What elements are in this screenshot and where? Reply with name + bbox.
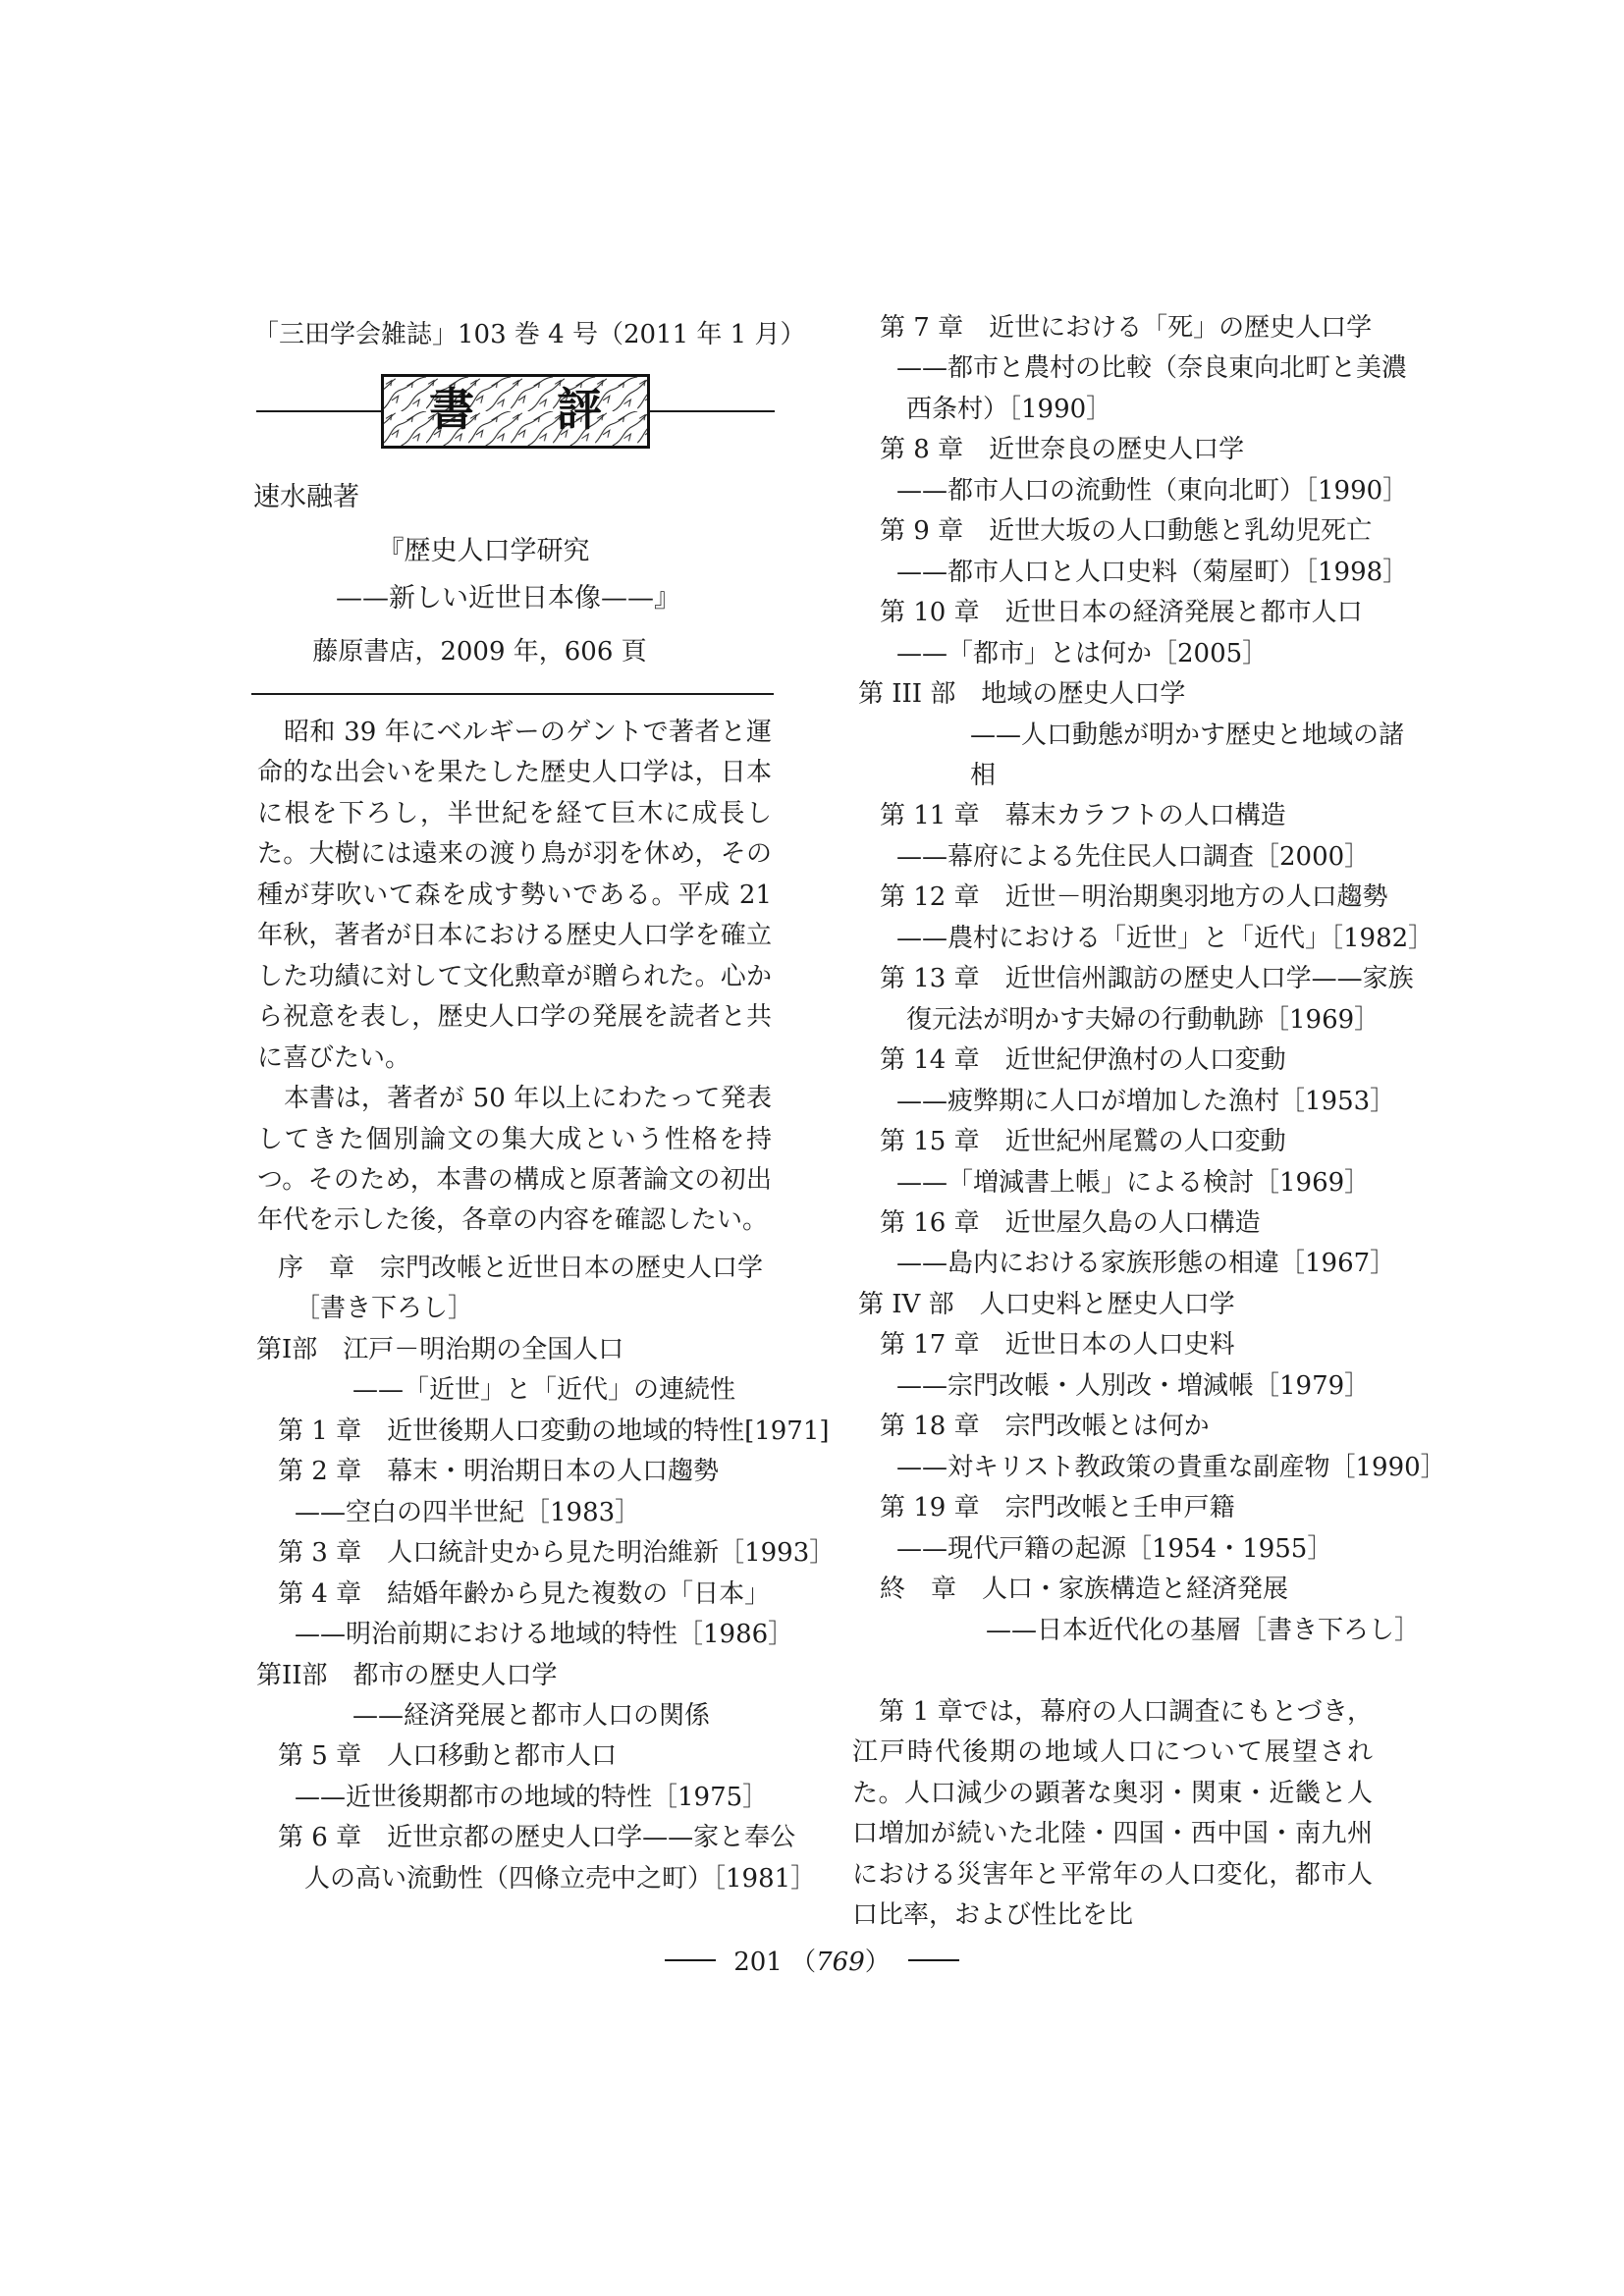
divider-line <box>251 693 774 695</box>
paren-close: ） <box>864 1948 891 1977</box>
toc-line: 第 1 章 近世後期人口変動の地域的特性[1971] <box>278 1415 830 1446</box>
footer-rule-right <box>908 1959 959 1961</box>
toc-line: ［書き下ろし］ <box>295 1294 474 1324</box>
review-body <box>852 1692 1373 1937</box>
toc-line: 第 9 章 近世大坂の人口動態と乳幼児死亡 <box>880 516 1373 547</box>
journal-header: 「三田学会雑誌」103 巻 4 号（2011 年 1 月） <box>253 320 806 349</box>
toc-line: ——明治前期における地域的特性［1986］ <box>295 1620 794 1650</box>
toc-line: 第 2 章 幕末・明治期日本の人口趨勢 <box>278 1457 720 1487</box>
toc-line: ——疲弊期に人口が増加した漁村［1953］ <box>896 1086 1396 1116</box>
toc-column-left <box>250 1249 836 1899</box>
footer-rule-left <box>665 1959 716 1961</box>
shohyo-char-sho: 書 <box>429 383 474 437</box>
toc-line: 相 <box>970 760 997 790</box>
toc-line: 第II部 都市の歴史人口学 <box>256 1660 558 1690</box>
toc-line: 第 7 章 近世における「死」の歴史人口学 <box>880 313 1373 343</box>
toc-line: ——近世後期都市の地域的特性［1975］ <box>295 1782 769 1812</box>
toc-line: 第Ⅰ部 江戸－明治期の全国人口 <box>256 1334 624 1364</box>
toc-column-right <box>852 308 1446 1651</box>
toc-line: ——現代戸籍の起源［1954・1955］ <box>896 1533 1333 1564</box>
toc-line: 第 8 章 近世奈良の歴史人口学 <box>880 435 1245 465</box>
toc-line: ——都市と農村の比較（奈良東向北町と美濃 <box>896 353 1408 384</box>
toc-line: 第 III 部 地域の歴史人口学 <box>858 679 1186 710</box>
toc-line: 第 13 章 近世信州諏訪の歴史人口学——家族 <box>880 964 1414 994</box>
toc-line: 第 3 章 人口統計史から見た明治維新［1993］ <box>278 1538 836 1569</box>
page-number: 201 <box>733 1948 783 1977</box>
shohyo-char-hyo: 評 <box>557 383 602 437</box>
toc-line: ——「近世」と「近代」の連続性 <box>352 1375 736 1406</box>
toc-line: 第 5 章 人口移動と都市人口 <box>278 1741 618 1772</box>
toc-line: 序 章 宗門改帳と近世日本の歴史人口学 <box>278 1254 764 1283</box>
toc-line: 第 11 章 幕末カラフトの人口構造 <box>880 801 1286 831</box>
toc-line: 第 18 章 宗門改帳とは何か <box>880 1412 1210 1442</box>
toc-line: 人の高い流動性（四條立売中之町）［1981］ <box>304 1863 817 1894</box>
toc-line: ——経済発展と都市人口の関係 <box>352 1700 711 1731</box>
toc-line: ——日本近代化の基層［書き下ろし］ <box>986 1615 1421 1645</box>
toc-line: ——「増減書上帳」による検討［1969］ <box>896 1167 1371 1198</box>
toc-line: ——都市人口の流動性（東向北町）［1990］ <box>896 475 1409 506</box>
toc-line: 終 章 人口・家族構造と経済発展 <box>880 1575 1289 1605</box>
book-publisher: 藤原書店，2009 年，606 頁 <box>312 637 647 667</box>
toc-line: 第 12 章 近世－明治期奥羽地方の人口趨勢 <box>880 882 1388 913</box>
toc-line: 第 15 章 近世紀州尾鷲の人口変動 <box>880 1127 1286 1157</box>
toc-line: 復元法が明かす夫婦の行動軌跡［1969］ <box>906 1004 1380 1035</box>
review-paragraph-1: 昭和 39 年にベルギーのゲントで著者と運命的な出会いを果たした歴史人口学は，日本に根を下ろし，半世紀を経て巨木に成長した。大樹には遠来の渡り鳥が羽を休め，その種が芽吹いて森を成す勢いである。平成 21 年秋，著者が日本における歴史人口学を確立した功績に対して文化勲章が贈られた。心から祝意を表し，歴史人口学の発展を読者と共に喜びたい。 <box>257 718 772 1073</box>
toc-line: ——都市人口と人口史料（菊屋町）［1998］ <box>896 557 1409 587</box>
toc-line: ——島内における家族形態の相違［1967］ <box>896 1249 1396 1279</box>
toc-line: 第 16 章 近世屋久島の人口構造 <box>880 1207 1261 1238</box>
series-page-number: 769 <box>816 1948 865 1977</box>
toc-line: ——農村における「近世」と「近代」［1982］ <box>896 923 1435 953</box>
toc-line: 第 10 章 近世日本の経済発展と都市人口 <box>880 598 1363 628</box>
toc-line: ——空白の四半世紀［1983］ <box>295 1497 641 1527</box>
toc-line: ——幕府による先住民人口調査［2000］ <box>896 841 1371 872</box>
toc-line: 第 17 章 近世日本の人口史料 <box>880 1330 1235 1361</box>
toc-line: 第 6 章 近世京都の歴史人口学——家と奉公 <box>278 1823 796 1853</box>
toc-line: 第 19 章 宗門改帳と壬申戸籍 <box>880 1493 1235 1523</box>
review-intro <box>257 713 772 1242</box>
toc-line: ——宗門改帳・人別改・増減帳［1979］ <box>896 1370 1371 1401</box>
toc-line: 第 14 章 近世紀伊漁村の人口変動 <box>880 1045 1286 1076</box>
footer-page-numbers <box>733 1942 891 1978</box>
book-author: 速水融著 <box>253 482 359 512</box>
toc-line: ——人口動態が明かす歴史と地域の諸 <box>970 720 1405 750</box>
review-paragraph-2: 本書は，著者が 50 年以上にわたって発表してきた個別論文の集大成という性格を持つ。そのため，本書の構成と原著論文の初出年代を示した後，各章の内容を確認したい。 <box>257 1084 772 1236</box>
toc-line: ——対キリスト教政策の貴重な副産物［1990］ <box>896 1452 1446 1482</box>
book-title-line1: 『歴史人口学研究 <box>377 536 590 566</box>
paren-open: （ <box>790 1948 817 1977</box>
shohyo-banner <box>256 374 775 449</box>
review-paragraph-3: 第 1 章では，幕府の人口調査にもとづき，江戸時代後期の地域人口について展望された。人口減少の顕著な奥羽・関東・近畿と人口増加が続いた北陸・四国・西中国・南九州における災害年と平常年の人口変化，都市人口比率，および性比を比 <box>852 1697 1373 1931</box>
toc-line: ——「都市」とは何か［2005］ <box>896 638 1269 668</box>
shohyo-box <box>381 374 650 449</box>
toc-line: 第 IV 部 人口史料と歴史人口学 <box>858 1289 1235 1319</box>
toc-line: 西条村）［1990］ <box>906 394 1112 424</box>
wave-pattern-icon <box>384 377 647 446</box>
book-title-line2: ——新しい近世日本像——』 <box>336 583 680 614</box>
toc-line: 第 4 章 結婚年齢から見た複数の「日本」 <box>278 1578 771 1609</box>
page-footer <box>0 1942 1624 1978</box>
